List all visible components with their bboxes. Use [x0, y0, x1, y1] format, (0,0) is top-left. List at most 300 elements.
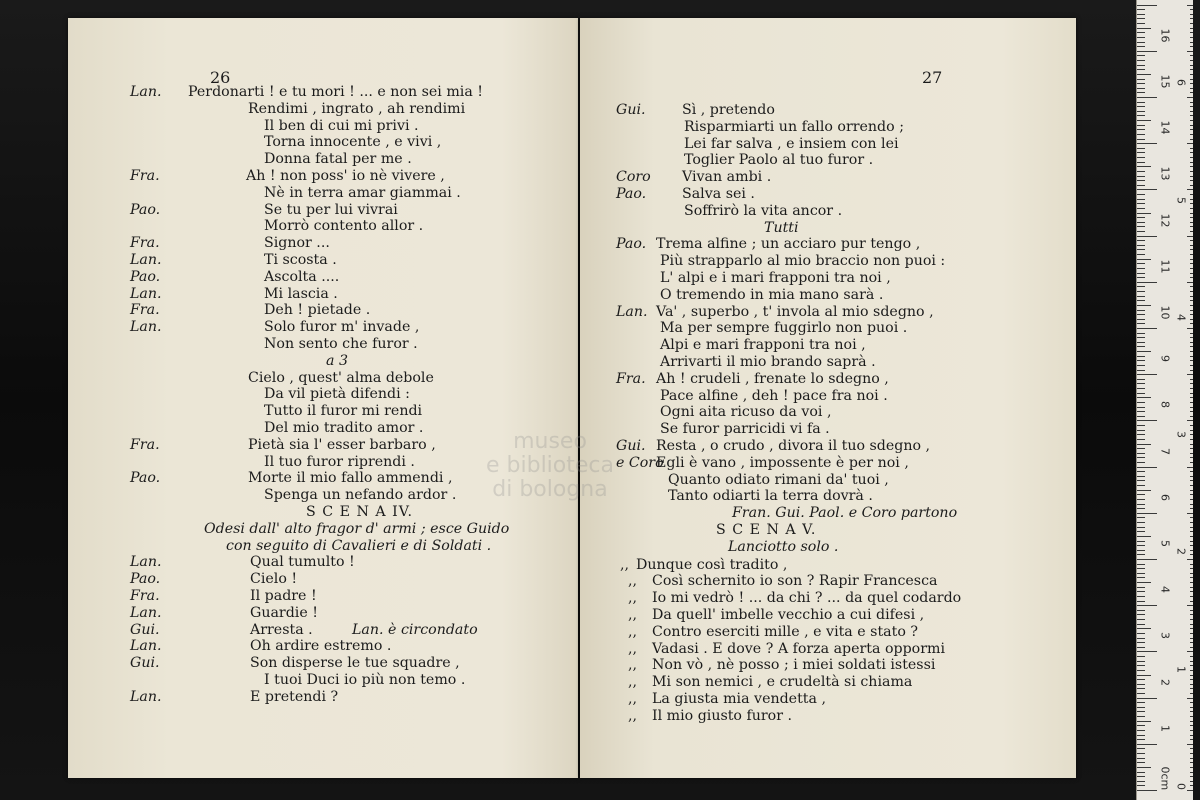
ruler-tick [1137, 467, 1157, 468]
ruler-tick [1137, 559, 1157, 560]
ruler-tick [1137, 665, 1145, 666]
verse-line: Ti scosta . [264, 252, 337, 268]
ruler-tick [1137, 485, 1145, 486]
ruler-tick [1187, 651, 1193, 652]
ruler-tick [1137, 430, 1145, 431]
ruler-tick [1190, 591, 1193, 592]
ruler-tick [1137, 420, 1157, 421]
ruler-tick [1137, 531, 1145, 532]
ruler-tick [1190, 485, 1193, 486]
ruler-tick [1190, 619, 1193, 620]
ruler-tick [1137, 351, 1151, 352]
ruler-tick [1137, 286, 1145, 287]
ruler-tick [1137, 46, 1145, 47]
ruler-tick [1190, 365, 1193, 366]
ruler-tick [1190, 18, 1193, 19]
verse-line: Cielo ! [250, 571, 298, 588]
ruler-tick [1190, 411, 1193, 412]
measurement-ruler [1136, 0, 1193, 800]
ruler-tick [1137, 522, 1145, 523]
ruler-tick [1137, 591, 1145, 592]
ruler-tick [1137, 23, 1145, 24]
ruler-tick [1137, 693, 1145, 694]
ruler-tick [1190, 490, 1193, 491]
ruler-tick [1190, 688, 1193, 689]
verse-line: Ah ! crudeli , frenate lo sdegno , [656, 370, 889, 387]
ruler-inch-label: 6 [1174, 79, 1188, 87]
verse-line: Ah ! non poss' io nè vivere , [246, 168, 445, 184]
ruler-tick [1190, 573, 1193, 574]
ruler-tick [1137, 550, 1145, 551]
ruler-tick [1137, 296, 1145, 297]
ruler-tick [1137, 513, 1157, 514]
ruler-tick [1187, 236, 1193, 237]
ruler-tick [1137, 194, 1145, 195]
verse-line: Sì , pretendo [682, 102, 775, 118]
ruler-tick [1137, 171, 1145, 172]
ruler-tick [1190, 46, 1193, 47]
ruler-tick [1190, 185, 1193, 186]
ruler-tick [1190, 342, 1193, 343]
verse-line: Arrivarti il mio brando saprà . [660, 354, 876, 370]
verse-line: Qual tumulto ! [250, 554, 355, 571]
ruler-tick [1190, 69, 1193, 70]
ruler-tick [1137, 628, 1151, 629]
ruler-tick [1137, 166, 1151, 167]
speaker-label: Pao. [616, 236, 647, 253]
ruler-tick [1137, 254, 1145, 255]
ruler-tick [1190, 638, 1193, 639]
verse-line: L' alpi e i mari frapponi tra noi , [660, 270, 891, 286]
ruler-tick [1190, 462, 1193, 463]
verse-line: Vadasi . E dove ? A forza aperta oppormi [652, 640, 945, 657]
verse-line: Egli è vano , impossente è per noi , [656, 454, 909, 471]
ruler-tick [1190, 725, 1193, 726]
ruler-tick [1137, 245, 1145, 246]
ruler-tick [1190, 263, 1193, 264]
ruler-tick [1190, 707, 1193, 708]
ruler-tick [1137, 494, 1145, 495]
ruler-tick [1137, 517, 1145, 518]
ruler-tick [1190, 457, 1193, 458]
ruler-tick [1190, 416, 1193, 417]
ruler-tick [1190, 194, 1193, 195]
ruler-tick [1190, 28, 1193, 29]
ruler-tick [1190, 541, 1193, 542]
verse-line: Morrò contento allor . [264, 218, 424, 235]
watermark-line: e biblioteca [486, 453, 614, 478]
ruler-tick [1187, 605, 1193, 606]
ruler-tick [1190, 273, 1193, 274]
ruler-inch-label: 4 [1174, 313, 1188, 321]
speaker-label: Pao. [130, 268, 161, 285]
ruler-tick [1137, 416, 1145, 417]
ruler-tick [1137, 305, 1151, 306]
ruler-tick [1187, 189, 1193, 190]
ruler-tick [1137, 638, 1145, 639]
stage-direction: Odesi dall' alto fragor d' armi ; esce Guido [204, 520, 510, 537]
ruler-tick [1137, 231, 1145, 232]
ruler-tick [1137, 471, 1145, 472]
ruler-tick [1190, 111, 1193, 112]
ruler-tick [1137, 379, 1145, 380]
verse-line: Signor ... [264, 235, 330, 252]
ruler-tick [1190, 393, 1193, 394]
ruler-tick [1137, 88, 1145, 89]
ruler-tick [1190, 610, 1193, 611]
ruler-tick [1190, 319, 1193, 320]
ruler-tick [1190, 522, 1193, 523]
speaker-label: Fra. [130, 302, 160, 319]
ruler-tick [1190, 684, 1193, 685]
ruler-cm-label: 5 [1158, 540, 1172, 547]
verse-line: Contro eserciti mille , e vita e stato ? [652, 623, 918, 640]
ruler-tick [1190, 300, 1193, 301]
ruler-tick [1137, 508, 1145, 509]
ruler-tick [1187, 374, 1193, 375]
ruler-cm-label: 2 [1158, 678, 1172, 686]
ruler-tick [1190, 32, 1193, 33]
verse-line: Donna fatal per me . [264, 151, 412, 168]
ruler-tick [1137, 748, 1145, 749]
ruler-tick [1137, 383, 1145, 384]
ruler-tick [1137, 74, 1151, 75]
ruler-tick [1190, 564, 1193, 565]
ruler-tick [1137, 203, 1145, 204]
ruler-tick [1190, 536, 1193, 537]
ruler-tick [1137, 291, 1145, 292]
ruler-tick [1137, 277, 1145, 278]
verse-line: Morte il mio fallo ammendi , [248, 470, 453, 487]
ruler-tick [1137, 619, 1145, 620]
ruler-tick [1137, 115, 1145, 116]
ruler-tick [1137, 176, 1145, 177]
ruler-cm-label: 6 [1158, 493, 1172, 501]
tutti-heading: Tutti [764, 219, 799, 236]
ruler-tick [1190, 614, 1193, 615]
ruler-tick [1190, 596, 1193, 597]
ruler-inch-label: 0 [1174, 783, 1188, 790]
speaker-label: Fra. [130, 588, 160, 604]
ruler-tick [1137, 679, 1145, 680]
verse-line: Pace alfine , deh ! pace fra noi . [660, 387, 888, 404]
ruler-tick [1137, 319, 1145, 320]
ruler-tick [1137, 504, 1145, 505]
ruler-tick [1190, 642, 1193, 643]
ruler-tick [1190, 453, 1193, 454]
ruler-tick [1190, 647, 1193, 648]
ruler-tick [1190, 222, 1193, 223]
exit-direction: Fran. Gui. Paol. e Coro partono [732, 505, 958, 522]
ruler-tick [1190, 545, 1193, 546]
ruler-tick [1190, 286, 1193, 287]
ruler-tick [1190, 739, 1193, 740]
ruler-cm-label: 16 [1158, 28, 1172, 43]
ruler-cm-label: 14 [1158, 120, 1172, 135]
ruler-tick [1190, 430, 1193, 431]
speaker-label: Lan. [130, 554, 162, 571]
verse-line: Mi lascia . [264, 285, 338, 302]
verse-line: Il tuo furor riprendi . [264, 453, 415, 470]
quote-mark: ,, [628, 640, 638, 657]
ruler-tick [1137, 152, 1145, 153]
ruler-tick [1137, 360, 1145, 361]
ruler-tick [1187, 744, 1193, 745]
ruler-tick [1190, 305, 1193, 306]
ruler-tick [1137, 226, 1145, 227]
ruler-tick [1190, 601, 1193, 602]
ruler-tick [1190, 213, 1193, 214]
ruler-tick [1137, 314, 1145, 315]
verse-line: Tanto odiarti la terra dovrà . [668, 488, 873, 505]
ruler-tick [1137, 213, 1151, 214]
ruler-tick [1190, 402, 1193, 403]
ruler-tick [1190, 102, 1193, 103]
ruler-tick [1137, 614, 1145, 615]
verse-line: Va' , superbo , t' invola al mio sdegno , [656, 303, 934, 320]
ruler-tick [1190, 268, 1193, 269]
ruler-tick [1137, 721, 1151, 722]
ruler-tick [1190, 120, 1193, 121]
ruler-tick [1137, 111, 1145, 112]
ruler-tick [1190, 157, 1193, 158]
quote-mark: ,, [628, 691, 638, 707]
verse-line: Io mi vedrò ! ... da chi ? ... da quel codardo [652, 590, 962, 607]
verse-line: Da vil pietà difendi : [264, 386, 410, 403]
ruler-tick [1187, 282, 1193, 283]
ruler-tick [1190, 656, 1193, 657]
verse-line: Non vò , nè posso ; i miei soldati istessi [652, 657, 936, 674]
ruler-tick [1137, 249, 1145, 250]
ruler-tick [1190, 231, 1193, 232]
verse-line: Così schernito io son ? Rapir Francesca [652, 573, 938, 590]
ruler-tick [1190, 661, 1193, 662]
ruler-tick [1137, 716, 1145, 717]
ruler-tick [1137, 9, 1145, 10]
ruler-tick [1190, 448, 1193, 449]
ruler-tick [1190, 383, 1193, 384]
verse-line: Soffrirò la vita ancor . [684, 202, 843, 219]
verse-line: Più strapparlo al mio braccio non puoi : [660, 253, 946, 270]
ruler-tick [1190, 351, 1193, 352]
scene-subtitle: Lanciotto solo . [728, 538, 839, 555]
verse-line: Lei far salva , e insiem con lei [684, 135, 899, 152]
ruler-tick [1137, 92, 1145, 93]
ruler-tick [1137, 263, 1145, 264]
verse-line: Ogni aita ricuso da voi , [660, 404, 832, 421]
ruler-tick [1190, 527, 1193, 528]
ruler-tick [1190, 772, 1193, 773]
ruler-tick [1190, 245, 1193, 246]
ruler-tick [1190, 314, 1193, 315]
ruler-tick [1137, 651, 1157, 652]
ruler-tick [1187, 97, 1193, 98]
ruler-tick [1137, 735, 1145, 736]
ruler-tick [1137, 744, 1157, 745]
ruler-tick [1137, 605, 1157, 606]
verse-line: Da quell' imbelle vecchio a cui difesi , [652, 607, 925, 623]
verse-line: O tremendo in mia mano sarà . [660, 286, 884, 303]
ruler-tick [1137, 670, 1145, 671]
ruler-tick [1190, 568, 1193, 569]
ruler-tick [1190, 323, 1193, 324]
ruler-tick [1137, 781, 1145, 782]
ruler-tick [1137, 83, 1145, 84]
ruler-tick [1190, 776, 1193, 777]
ruler-tick [1137, 51, 1157, 52]
verse-line: E pretendi ? [250, 688, 339, 705]
ruler-tick [1190, 425, 1193, 426]
ruler-cm-label: 3 [1158, 632, 1172, 640]
ruler-tick [1137, 568, 1145, 569]
ruler-tick [1137, 14, 1145, 15]
ruler-tick [1137, 476, 1145, 477]
ruler-tick [1190, 346, 1193, 347]
ruler-tick [1190, 310, 1193, 311]
ruler-tick [1137, 545, 1145, 546]
ruler-tick [1190, 23, 1193, 24]
ruler-cm-label: 0cm [1158, 766, 1172, 791]
ruler-tick [1137, 189, 1157, 190]
ruler-tick [1190, 166, 1193, 167]
ruler-tick [1137, 601, 1145, 602]
ruler-tick [1190, 60, 1193, 61]
speaker-label: Lan. [130, 688, 162, 705]
verse-line: Non sento che furor . [264, 336, 418, 352]
ruler-tick [1137, 707, 1145, 708]
speaker-label: Coro [616, 169, 651, 186]
ruler-inch-label: 3 [1174, 431, 1188, 439]
ruler-tick [1137, 337, 1145, 338]
ruler-tick [1137, 439, 1145, 440]
ruler-tick [1137, 129, 1145, 130]
ruler-cm-label: 15 [1158, 74, 1172, 89]
ruler-tick [1137, 143, 1157, 144]
ruler-tick [1137, 402, 1145, 403]
ruler-tick [1137, 388, 1145, 389]
ruler-tick [1137, 711, 1145, 712]
ruler-tick [1190, 55, 1193, 56]
stage-direction-inline: Lan. è circondato [352, 621, 478, 638]
ruler-tick [1187, 467, 1193, 468]
ruler-tick [1137, 106, 1145, 107]
ruler-cm-label: 10 [1158, 305, 1172, 320]
ruler-tick [1137, 656, 1145, 657]
speaker-label: Pao. [130, 571, 161, 588]
page-number-right: 27 [922, 68, 943, 87]
ruler-tick [1190, 504, 1193, 505]
ruler-tick [1190, 716, 1193, 717]
ruler-tick [1137, 790, 1157, 791]
ruler-tick [1137, 323, 1145, 324]
ruler-tick [1137, 157, 1145, 158]
ruler-tick [1190, 628, 1193, 629]
ruler-tick [1190, 333, 1193, 334]
ruler-tick [1137, 222, 1145, 223]
verse-line: Dunque così tradito , [636, 556, 788, 573]
ruler-cm-label: 11 [1158, 259, 1172, 274]
ruler-tick [1137, 134, 1145, 135]
ruler-tick [1187, 790, 1193, 791]
ruler-tick [1190, 65, 1193, 66]
ruler-inch-label: 2 [1174, 548, 1188, 556]
ruler-tick [1190, 296, 1193, 297]
verse-line: La giusta mia vendetta , [652, 691, 826, 707]
ruler-tick [1190, 753, 1193, 754]
ruler-tick [1137, 776, 1145, 777]
verse-line: Tutto il furor mi rendi [264, 403, 423, 420]
ruler-tick [1137, 240, 1145, 241]
ruler-tick [1137, 55, 1145, 56]
ruler-tick [1187, 5, 1193, 6]
ruler-cm-label: 13 [1158, 166, 1172, 181]
ruler-tick [1137, 148, 1145, 149]
verse-line: Rendimi , ingrato , ah rendimi [248, 100, 466, 117]
ruler-tick [1190, 337, 1193, 338]
ruler-tick [1137, 554, 1145, 555]
ruler-tick [1190, 92, 1193, 93]
ruler-tick [1137, 762, 1145, 763]
ruler-tick [1137, 162, 1145, 163]
ruler-tick [1190, 767, 1193, 768]
verse-line: Salva sei . [682, 186, 755, 202]
ruler-tick [1190, 476, 1193, 477]
verse-line: Il padre ! [250, 588, 317, 604]
ruler-tick [1190, 693, 1193, 694]
ruler-tick [1137, 42, 1145, 43]
verse-line: Guardie ! [250, 604, 318, 621]
verse-line: Vivan ambi . [682, 169, 772, 186]
ruler-tick [1137, 647, 1145, 648]
ruler-tick [1190, 259, 1193, 260]
ruler-tick [1190, 499, 1193, 500]
ruler-tick [1137, 180, 1145, 181]
ruler-tick [1137, 698, 1157, 699]
ruler-tick [1137, 407, 1145, 408]
quote-mark: ,, [628, 623, 638, 640]
ruler-tick [1137, 577, 1145, 578]
verse-line: I tuoi Duci io più non temo . [264, 672, 466, 688]
ruler-tick [1190, 291, 1193, 292]
verse-line: Ascolta .... [264, 268, 340, 285]
ruler-tick [1137, 236, 1157, 237]
ruler-tick [1137, 18, 1145, 19]
ruler-tick [1137, 97, 1157, 98]
ruler-inch-label: 1 [1174, 665, 1188, 673]
speaker-label: Lan. [130, 638, 162, 655]
ruler-tick [1190, 494, 1193, 495]
quote-mark: ,, [628, 573, 638, 590]
ruler-tick [1190, 176, 1193, 177]
speaker-label: Lan. [130, 604, 162, 621]
a3-heading: a 3 [326, 352, 348, 369]
ruler-tick [1137, 730, 1145, 731]
verse-line: Il ben di cui mi privi . [264, 117, 419, 134]
ruler-tick [1137, 374, 1157, 375]
ruler-tick [1137, 675, 1151, 676]
speaker-label: Lan. [130, 252, 162, 268]
ruler-tick [1190, 370, 1193, 371]
ruler-tick [1190, 134, 1193, 135]
scene-title: S C E N A IV. [306, 504, 414, 520]
speaker-label: Gui. [130, 621, 160, 638]
ruler-tick [1190, 665, 1193, 666]
ruler-tick [1137, 490, 1151, 491]
verse-line: Del mio tradito amor . [264, 420, 424, 436]
ruler-tick [1137, 28, 1151, 29]
ruler-tick [1190, 88, 1193, 89]
ruler-tick [1137, 684, 1145, 685]
